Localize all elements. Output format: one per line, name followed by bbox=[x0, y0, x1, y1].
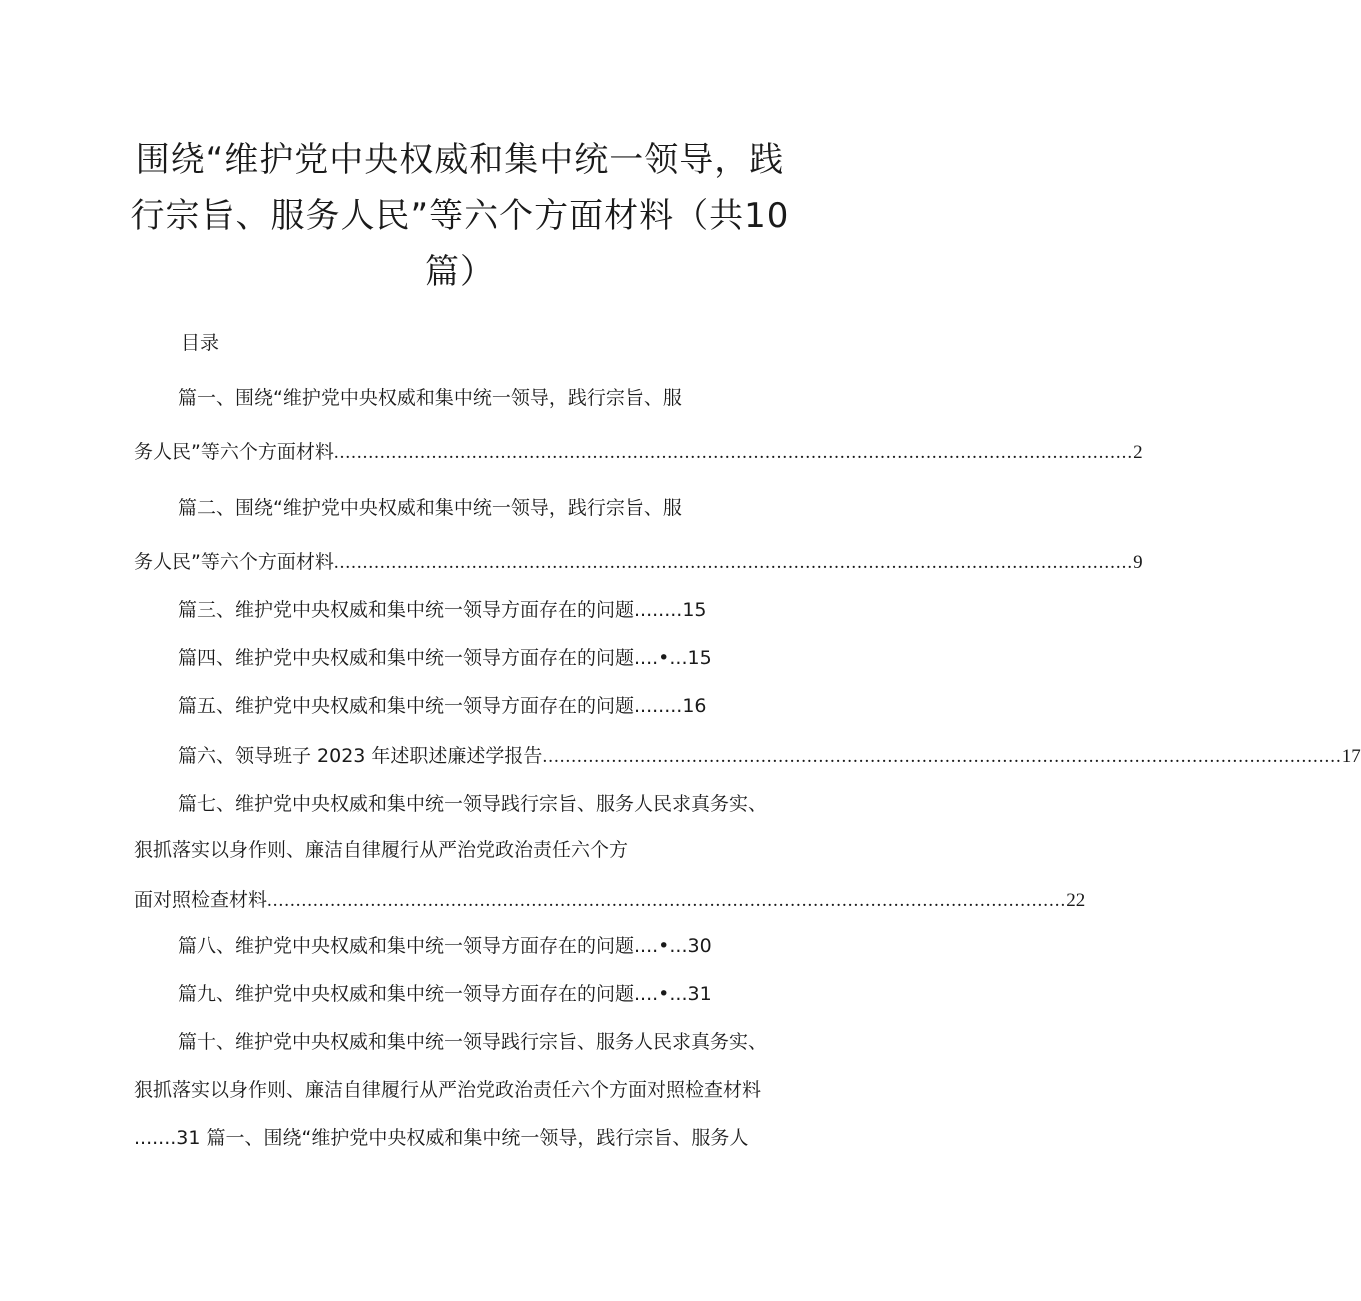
toc-entry-1-page: 2 bbox=[1133, 442, 1143, 463]
toc-entry-2-line-2 bbox=[134, 546, 1143, 574]
toc-entry-6 bbox=[178, 740, 1361, 768]
toc-entry-4: 篇四、维护党中央权威和集中统一领导方面存在的问题....•...15 bbox=[178, 647, 712, 669]
toc-leader-dots: ........................................................................................................................................... bbox=[333, 552, 1134, 573]
title-line-3: 篇） bbox=[425, 252, 495, 292]
toc-entry-2-line-1: 篇二、围绕“维护党中央权威和集中统一领导，践行宗旨、服 bbox=[178, 497, 682, 519]
toc-leader-dots: ........................................................................................................................................... bbox=[267, 890, 1067, 911]
toc-entry-10-line-1: 篇十、维护党中央权威和集中统一领导践行宗旨、服务人民求真务实、 bbox=[178, 1031, 768, 1053]
toc-entry-10-line-3: .......31 篇一、围绕“维护党中央权威和集中统一领导，践行宗旨、服务人 bbox=[134, 1127, 749, 1149]
toc-leader-dots: ........................................................................................................................................... bbox=[333, 442, 1134, 463]
document-title bbox=[130, 132, 790, 300]
toc-entry-1-line-1: 篇一、围绕“维护党中央权威和集中统一领导，践行宗旨、服 bbox=[178, 387, 682, 409]
toc-entry-6-page: 17 bbox=[1341, 746, 1361, 767]
toc-entry-2-page: 9 bbox=[1133, 552, 1143, 573]
toc-leader-dots: ........................................................................................................................................... bbox=[542, 746, 1342, 767]
toc-entry-6-text: 篇六、领导班子 2023 年述职述廉述学报告 bbox=[178, 745, 543, 767]
toc-label: 目录 bbox=[181, 332, 220, 354]
title-line-2: 行宗旨、服务人民”等六个方面材料（共10 bbox=[130, 196, 790, 236]
toc-entry-1-line-2 bbox=[134, 436, 1143, 464]
toc-entry-8: 篇八、维护党中央权威和集中统一领导方面存在的问题....•...30 bbox=[178, 935, 712, 957]
toc-entry-10-line-2: 狠抓落实以身作则、廉洁自律履行从严治党政治责任六个方面对照检查材料 bbox=[134, 1079, 762, 1101]
toc-entry-9: 篇九、维护党中央权威和集中统一领导方面存在的问题....•...31 bbox=[178, 983, 712, 1005]
toc-entry-5: 篇五、维护党中央权威和集中统一领导方面存在的问题........16 bbox=[178, 695, 707, 717]
toc-entry-2-text: 务人民”等六个方面材料 bbox=[134, 551, 334, 573]
toc-entry-7-line-2: 狠抓落实以身作则、廉洁自律履行从严治党政治责任六个方 bbox=[134, 839, 629, 861]
toc-entry-1-text: 务人民”等六个方面材料 bbox=[134, 441, 334, 463]
toc-entry-7-line-3 bbox=[134, 884, 1086, 912]
toc-entry-7-text: 面对照检查材料 bbox=[134, 889, 268, 911]
toc-entry-7-line-1: 篇七、维护党中央权威和集中统一领导践行宗旨、服务人民求真务实、 bbox=[178, 793, 768, 815]
toc-entry-3: 篇三、维护党中央权威和集中统一领导方面存在的问题........15 bbox=[178, 599, 707, 621]
toc-entry-7-page: 22 bbox=[1066, 890, 1086, 911]
title-line-1: 围绕“维护党中央权威和集中统一领导，践 bbox=[135, 140, 785, 180]
